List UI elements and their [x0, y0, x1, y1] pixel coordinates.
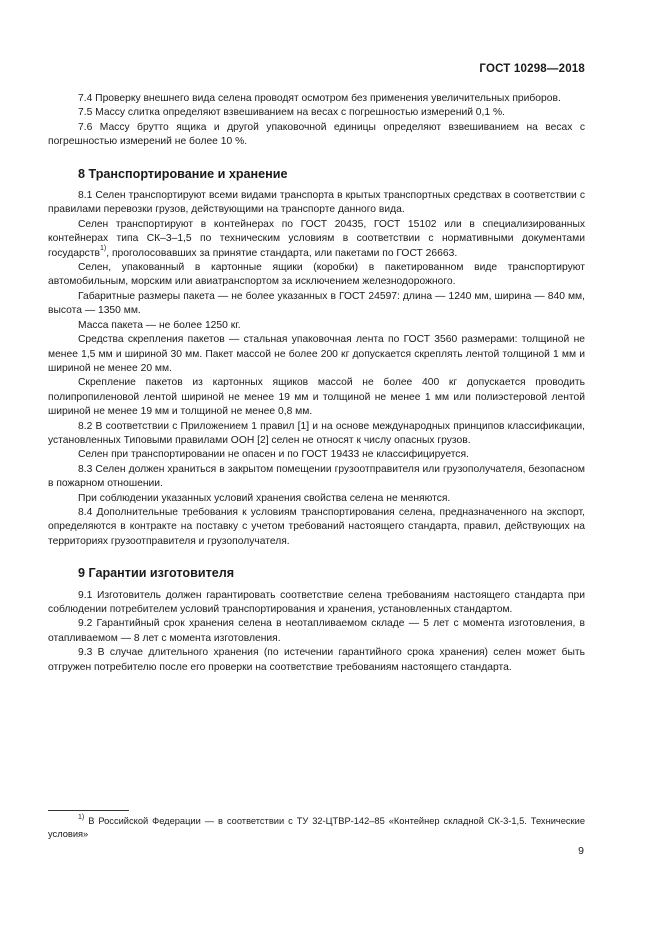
paragraph-8-1: 8.1 Селен транспортируют всеми видами транспорта в крытых транспортных средствах в соответствии с правилами перевозки грузов, действующими на транспорте данного вида.	[48, 190, 585, 216]
paragraph-fastening-means: Средства скрепления пакетов — стальная упаковочная лента по ГОСТ 3560 размерами: толщиной не менее 1,5 мм и шириной 30 мм. Пакет массой не более 200 кг допускается скреплять лентой толщиной 1 мм и шириной не менее 20 мм.	[48, 334, 585, 374]
paragraph-package-mass: Масса пакета — не более 1250 кг.	[78, 319, 241, 331]
paragraph-9-1: 9.1 Изготовитель должен гарантировать соответствие селена требованиям настоящего стандарта при соблюдении потребителем условий транспортирования и хранения, установленных стандартом.	[48, 589, 585, 615]
containers-text-b: , проголосовавших за принятие стандарта, или пакетами по ГОСТ 26663.	[106, 247, 458, 259]
footnote-ref: 1)	[100, 245, 107, 253]
paragraph-packaged-transport: Селен, упакованный в картонные ящики (коробки) в пакетированном виде транспортируют автомобильным, морским или авиатранспортом за исключением железнодорожного.	[48, 262, 585, 288]
paragraph-9-2: 9.2 Гарантийный срок хранения селена в неотапливаемом складе — 5 лет с момента изготовления, в отапливаемом — 8 лет с момента изготовления.	[48, 618, 585, 644]
section-8-heading: 8 Транспортирование и хранение	[78, 166, 288, 181]
paragraph-7-6: 7.6 Массу брутто ящика и другой упаковочной единицы определяют взвешиванием на весах с погрешностью измерений не более 10 %.	[48, 121, 585, 148]
paragraph-8-4: 8.4 Дополнительные требования к условиям транспортирования селена, предназначенного на экспорт, определяются в контракте на поставку с учетом требований настоящего стандарта, правил, действующих на территориях грузоотправителя и грузополучателя.	[48, 506, 585, 547]
paragraph-7-4: 7.4 Проверку внешнего вида селена проводят осмотром без применения увеличительных приборов.	[78, 93, 561, 104]
paragraph-9-3: 9.3 В случае длительного хранения (по истечении гарантийного срока хранения) селен может быть отгружен потребителю после его проверки на соответствие требованиям настоящего стандарта.	[48, 647, 585, 673]
paragraph-8-2: 8.2 В соответствии с Приложением 1 правил [1] и на основе международных принципов классификации, установленных Типовыми правилами ООН [2] селен не относят к числу опасных грузов.	[48, 420, 585, 446]
paragraph-fastening-cardboard: Скрепление пакетов из картонных ящиков массой не более 400 кг допускается проводить полипропиленовой лентой шириной не менее 19 мм и толщиной не менее 1 мм или полиэстеровой лентой шириной не менее 19 мм и толщиной не менее 0,8 мм.	[48, 377, 585, 418]
page-body	[48, 92, 585, 675]
footnote-text: В Российской Федерации — в соответствии с ТУ 32-ЦТВР-142–85 «Контейнер складной СК-3-1,5. Технические условия»	[48, 816, 585, 839]
footnote-marker: 1)	[78, 813, 85, 821]
footnote	[48, 815, 585, 841]
paragraph-package-dimensions: Габаритные размеры пакета — не более указанных в ГОСТ 24597: длина — 1240 мм, ширина — 840 мм, высота — 1350 мм.	[48, 290, 585, 317]
page-number: 9	[578, 845, 584, 857]
paragraph-7-5: 7.5 Массу слитка определяют взвешиванием на весах с погрешностью измерений 0,1 %.	[78, 107, 505, 119]
footnote-divider	[48, 810, 129, 811]
section-9-heading: 9 Гарантии изготовителя	[78, 566, 235, 581]
paragraph-storage-conditions: При соблюдении указанных условий хранения свойства селена не меняются.	[78, 492, 451, 504]
containers-text-a: Селен транспортируют в контейнерах по ГОСТ 20435, ГОСТ 15102 или в специализированных контейнерах типа СК–3–1,5 по техническим условиям в соответствии с нормативными документами государств	[48, 218, 585, 259]
paragraph-8-3: 8.3 Селен должен храниться в закрытом помещении грузоотправителя или грузополучателя, безопасном в пожарном отношении.	[48, 463, 585, 490]
paragraph-containers	[48, 218, 585, 261]
paragraph-not-dangerous: Селен при транспортировании не опасен и по ГОСТ 19433 не классифицируется.	[78, 449, 469, 461]
document-id: ГОСТ 10298—2018	[479, 63, 585, 75]
